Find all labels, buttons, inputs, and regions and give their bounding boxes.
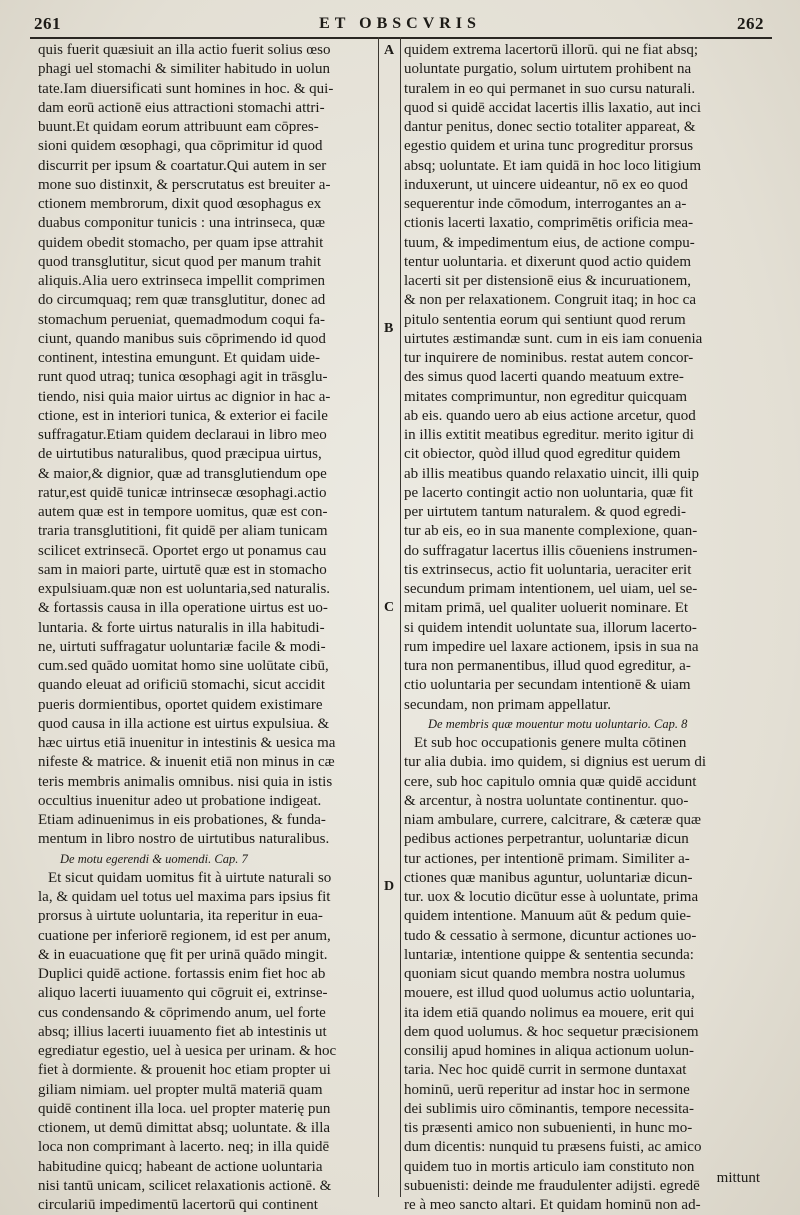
text-line: quando eleuat ad orificiū stomachi, sicut accidit [38,677,325,694]
text-line: niam ambulare, currere, calcitrare, & cæteræ quæ [404,812,701,828]
text-line: lacerti sit per distensionē eius & incuruationem, [404,273,692,289]
text-line: ctionem membrorum, dixit quod œsophagus ex [38,196,322,212]
text-line: prorsus à uirtute uoluntaria, ita reperitur in eua- [38,908,323,925]
text-line: tudo & cessatio à sermone, dicuntur actiones uo- [404,927,697,944]
text-line: autem quæ est in tempore uomitus, quæ est con- [38,504,328,520]
text-line: stomachum perueniat, quemadmodum coqui fa- [38,311,325,328]
text-line: turalem in eo qui permanet in suo cursu naturali. [404,80,696,97]
text-line: ctione, est in interiori tunica, & exterior ei facile [38,407,328,424]
text-line: des simus quod lacerti quando meatuum extre- [404,369,684,386]
text-line: per uirtutem tantum naturalem. & quod egredi- [404,504,686,520]
text-line: hominū, uerū reperitur ad instar hoc in sermone [404,1081,690,1098]
text-line: egrediatur egestio, uel à uesica per urinam. & hoc [38,1043,337,1059]
text-line: ab eis. quando uero ab eius actione arcetur, quod [404,407,696,424]
text-line: ctionis lacerti laxatio, comprimētis orificia mea- [404,215,694,232]
text-line: tiendo, nisi quia maior uirtus ac dignior in hac a- [38,388,331,405]
text-line: mone suo distinxit, & perscrutatus est breuiter a- [38,176,331,193]
text-line: dantur penitus, donec sectio totaliter appareat, & [404,119,696,135]
text-line: in illis extitit meatibus egreditur. merito igitur di [404,427,694,443]
text-line: sioni quidem œsophagi, qua cōprimitur id quod [38,138,323,155]
text-line: sequerentur inde cōmodum, interrogantes an a- [404,196,687,212]
text-line: phagi uel stomachi & similiter habitudo in uolun [38,61,331,78]
text-line: runt quod utraq; tunica œsophagi agit in trāsglu- [38,369,328,386]
text-line: tis præsenti amico non subuenienti, in hunc mo- [404,1120,693,1136]
column-rule-left [378,37,379,1197]
text-line: discurrit per ipsum & coartatur.Qui autem in ser [38,157,327,174]
text-line: si quidem intendit uoluntate sua, illorum lacerto- [404,619,697,636]
column-rule-right [400,37,401,1197]
text-line: continent, intestina emungunt. Et quidam uide- [38,350,321,366]
left-folio-number: 261 [34,14,61,33]
text-line: rum impedire uel laxare actionem, ipsis in sua na [404,638,699,655]
text-line: tate.Iam diuersificati sunt homines in hoc. & qui- [38,80,334,97]
text-line: fiet à dormiente. & prouenit hoc etiam propter ui [38,1062,331,1079]
text-line: tis extrinsecus, actio fit uoluntaria, ueraciter erit [404,561,692,578]
text-line: pedibus actiones perpetrantur, uoluntariæ dicun [404,831,689,848]
text-line: tuum, & impedimentum eius, de actione compu- [404,234,695,251]
text-line: absq; illius lacerti iuuamento fiet ab intestinis ut [38,1023,327,1040]
text-line: luntariæ, intentione quippe & sententia secunda: [404,946,694,963]
right-text-column [404,41,774,1215]
chapter-heading: De membris quæ mouentur motu uoluntario. Cap. 8 [428,716,688,731]
text-line: dem quod uolumus. & hoc sequetur præcisionem [404,1023,699,1040]
text-line: tura non permanentibus, illud quod egreditur, a- [404,658,691,674]
text-line: circulariū impedimentū lacertorū qui continent [38,1197,318,1213]
text-line: Duplici quidē actione. fortassis enim fiet hoc ab [38,966,326,982]
text-line: tur actiones, per intentionē primam. Similiter a- [404,850,690,867]
text-line: quoniam sicut quando membra nostra uolumus [404,966,686,982]
margin-letter-d: D [384,879,395,894]
text-line: tentur uoluntaria. et dixerunt quod actio quidem [404,253,692,270]
margin-letter-a: A [384,43,395,58]
left-text-column [38,41,376,1215]
text-line: & fortassis causa in illa operatione uirtus est uo- [38,600,328,617]
text-line: nifeste & matrice. & inuenit etiā non minus in cæ [38,754,335,771]
text-line: & non per relaxationem. Congruit itaq; in hoc ca [404,292,697,309]
text-line: quod transglutitur, sicut quod per manum trahit [38,253,322,270]
text-line: suffragatur.Etiam quidem declaraui in libro meo [38,427,327,443]
text-line: de uirtutibus naturalibus, quod præcipua uirtus, [38,446,322,463]
text-line: ratur,est quidē tunicæ intrinsecæ œsophagi.actio [38,484,327,501]
text-line: hæc uirtus etiā inuenitur in intestinis & uesica ma [38,735,336,751]
text-line: nisi tantū unicam, scilicet relaxationis actionē. & [38,1177,332,1194]
text-line: tur. uox & locutio dicūtur esse à uoluntate, prima [404,889,699,905]
text-line: cus condensando & cōprimendo anum, uel forte [38,1004,326,1021]
text-line: mitates comprimuntur, non egreditur quicquam [404,388,688,405]
running-title: ET OBSCVRIS [319,15,481,32]
text-line: giliam nimiam. uel propter multā materiā quam [38,1081,323,1098]
text-line: tur alia dubia. imo quidem, si dignius est uerum di [404,754,707,771]
text-line: Et sub hoc occupationis genere multa cōtinen [414,735,687,751]
text-line: la, & quidam uel totus uel maxima pars ipsius fit [38,889,331,905]
text-line: quidem tuo in mortis articulo iam constituto non [404,1158,695,1175]
text-line: cum.sed quādo uomitat homo sine uolūtate cibū, [38,658,329,674]
text-line: do suffragatur lacertus illis cōueniens instrumen- [404,542,698,559]
text-line: uoluntate purgatio, solum uirtutem prohibent na [404,61,692,78]
text-line: pueris dormientibus, oportet quidem existimare [38,696,323,713]
text-line: buunt.Et quidam eorum attribuunt eam cōpres- [38,119,319,135]
text-line: cuatione per inferiorē regionem, id est per anum, [38,927,331,944]
text-line: ctiones quæ manibus aguntur, uoluntariæ dicun- [404,869,693,886]
text-line: Et sicut quidam uomitus fit à uirtute naturali so [48,869,332,886]
text-line: tur ab eis, eo in sua manente complexione, quan- [404,523,698,540]
text-line: teris membris animalis omnibus. nisi quia in istis [38,773,333,790]
text-line: mentum in libro nostro de uirtutibus naturalibus. [38,831,330,848]
text-line: mitam primā, uel qualiter uoluerit nominare. Et [404,600,689,617]
text-line: ciunt, quando manibus suis cōprimendo id quod [38,330,326,347]
text-line: induxerunt, ut uincere uideantur, nō ex eo quod [404,176,688,193]
text-line: loca non comprimant à lacerto. neq; in illa quidē [38,1139,330,1156]
text-line: quis fuerit quæsiuit an illa actio fuerit solius œso [38,42,331,58]
text-line: ne, uirtuti suffragatur uoluntariæ facile & modi- [38,638,326,655]
text-line: re à meo sancto altari. Et quidam hominū non ad- [404,1197,701,1213]
text-line: traria transglutitioni, fit quidē per aliam tunicam [38,523,328,540]
text-line: cere, sub hoc capitulo omnia quæ quidē accidunt [404,773,697,790]
text-line: taria. Nec hoc quidē currit in sermone duntaxat [404,1062,687,1079]
text-line: expulsiuam.quæ non est uoluntaria,sed naturalis. [38,581,331,597]
text-line: ita idem etiā quando nolimus ea mouere, erit qui [404,1004,695,1021]
text-line: Etiam adinuenimus in eis probationes, & funda- [38,812,326,828]
text-line: cit obiector, quòd illud quod egreditur quidem [404,446,681,463]
text-line: mouere, est illud quod uolumus actio uoluntaria, [404,985,695,1002]
text-line: absq; uoluntate. Et iam quidā in hoc loco litigium [404,157,702,174]
text-line: subuenisti: deinde me fraudulenter adijsti. egredē [404,1177,700,1194]
text-line: dum dicentis: nunquid tu præsens fuisti, ac amico [404,1139,702,1156]
text-line: consilij apud homines in aliqua actionum uolun- [404,1043,694,1059]
text-line: quidem intentione. Manuum aūt & pedum quie- [404,908,692,925]
header-rule [30,37,772,39]
text-line: uirtutes æstimandæ sunt. cum in eis iam conuenia [404,330,703,347]
text-line: luntaria. & forte uirtus naturalis in illa habitudi- [38,619,325,636]
text-line: quidē continent illa loca. uel propter materię pun [38,1100,331,1117]
text-line: secundam, non primam appellatur. [404,696,612,713]
text-line: pe lacerto contingit actio non uoluntaria, quæ fit [404,484,694,501]
catchword: mittunt [716,1170,760,1186]
text-line: sam in maiori parte, uirtutē quæ est in stomacho [38,561,327,578]
text-line: tur inquirere de nominibus. restat autem concor- [404,350,694,366]
text-line: ab illis meatibus quando relaxatio uincit, illi quip [404,465,699,482]
margin-letter-b: B [384,321,394,336]
chapter-heading: De motu egerendi & uomendi. Cap. 7 [60,851,248,866]
text-line: secundum primam intentionem, uel uiam, uel se- [404,581,698,597]
right-folio-number: 262 [737,14,764,33]
text-line: & maior,& dignior, quæ ad transglutiendum ope [38,465,327,482]
text-line: & arcentur, à nostra uoluntate continentur. quo- [404,792,689,809]
text-line: quod causa in illa actione est uirtus expulsiua. & [38,715,330,732]
text-line: egestio quidem et urina tunc progreditur prorsus [404,138,694,155]
text-line: aliquis.Alia uero extrinseca impellit comprimen [38,273,325,289]
text-line: & in euacuatione quę fit per urinā quādo mingit. [38,946,328,963]
text-line: occultius inuenitur adeo ut probatione indigeat. [38,792,322,809]
text-line: scilicet extrinsecā. Oportet ergo ut ponamus cau [38,542,327,559]
text-line: habitudine quicq; habeant de actione uoluntaria [38,1158,323,1175]
margin-letter-c: C [384,600,395,615]
text-line: do circumquaq; rem quæ transglutitur, donec ad [38,292,326,309]
text-line: aliquo lacerti iuuamento qui cōgruit ei, extrinse- [38,985,328,1002]
text-line: duabus componitur tunicis : una intrinseca, quæ [38,215,326,232]
text-line: ctio uoluntaria per secundam intentionē & uiam [404,677,691,694]
text-line: dei sublimis uiro cōminantis, tempore necessita- [404,1100,694,1117]
text-line: pitulo sententia eorum qui sentiunt quod rerum [404,311,686,328]
text-line: ctionem, ut demū dimittat absq; uoluntate. & illa [38,1120,331,1136]
text-line: dam eorū actionē eius attractioni stomachi attri- [38,99,325,116]
text-line: quidem extrema lacertorū illorū. qui ne fiat absq; [404,42,699,58]
text-line: quidem obedit stomacho, per quam ipse attrahit [38,234,324,251]
text-line: quod si quidē accidat lacertis illis laxatio, aut inci [404,99,701,116]
